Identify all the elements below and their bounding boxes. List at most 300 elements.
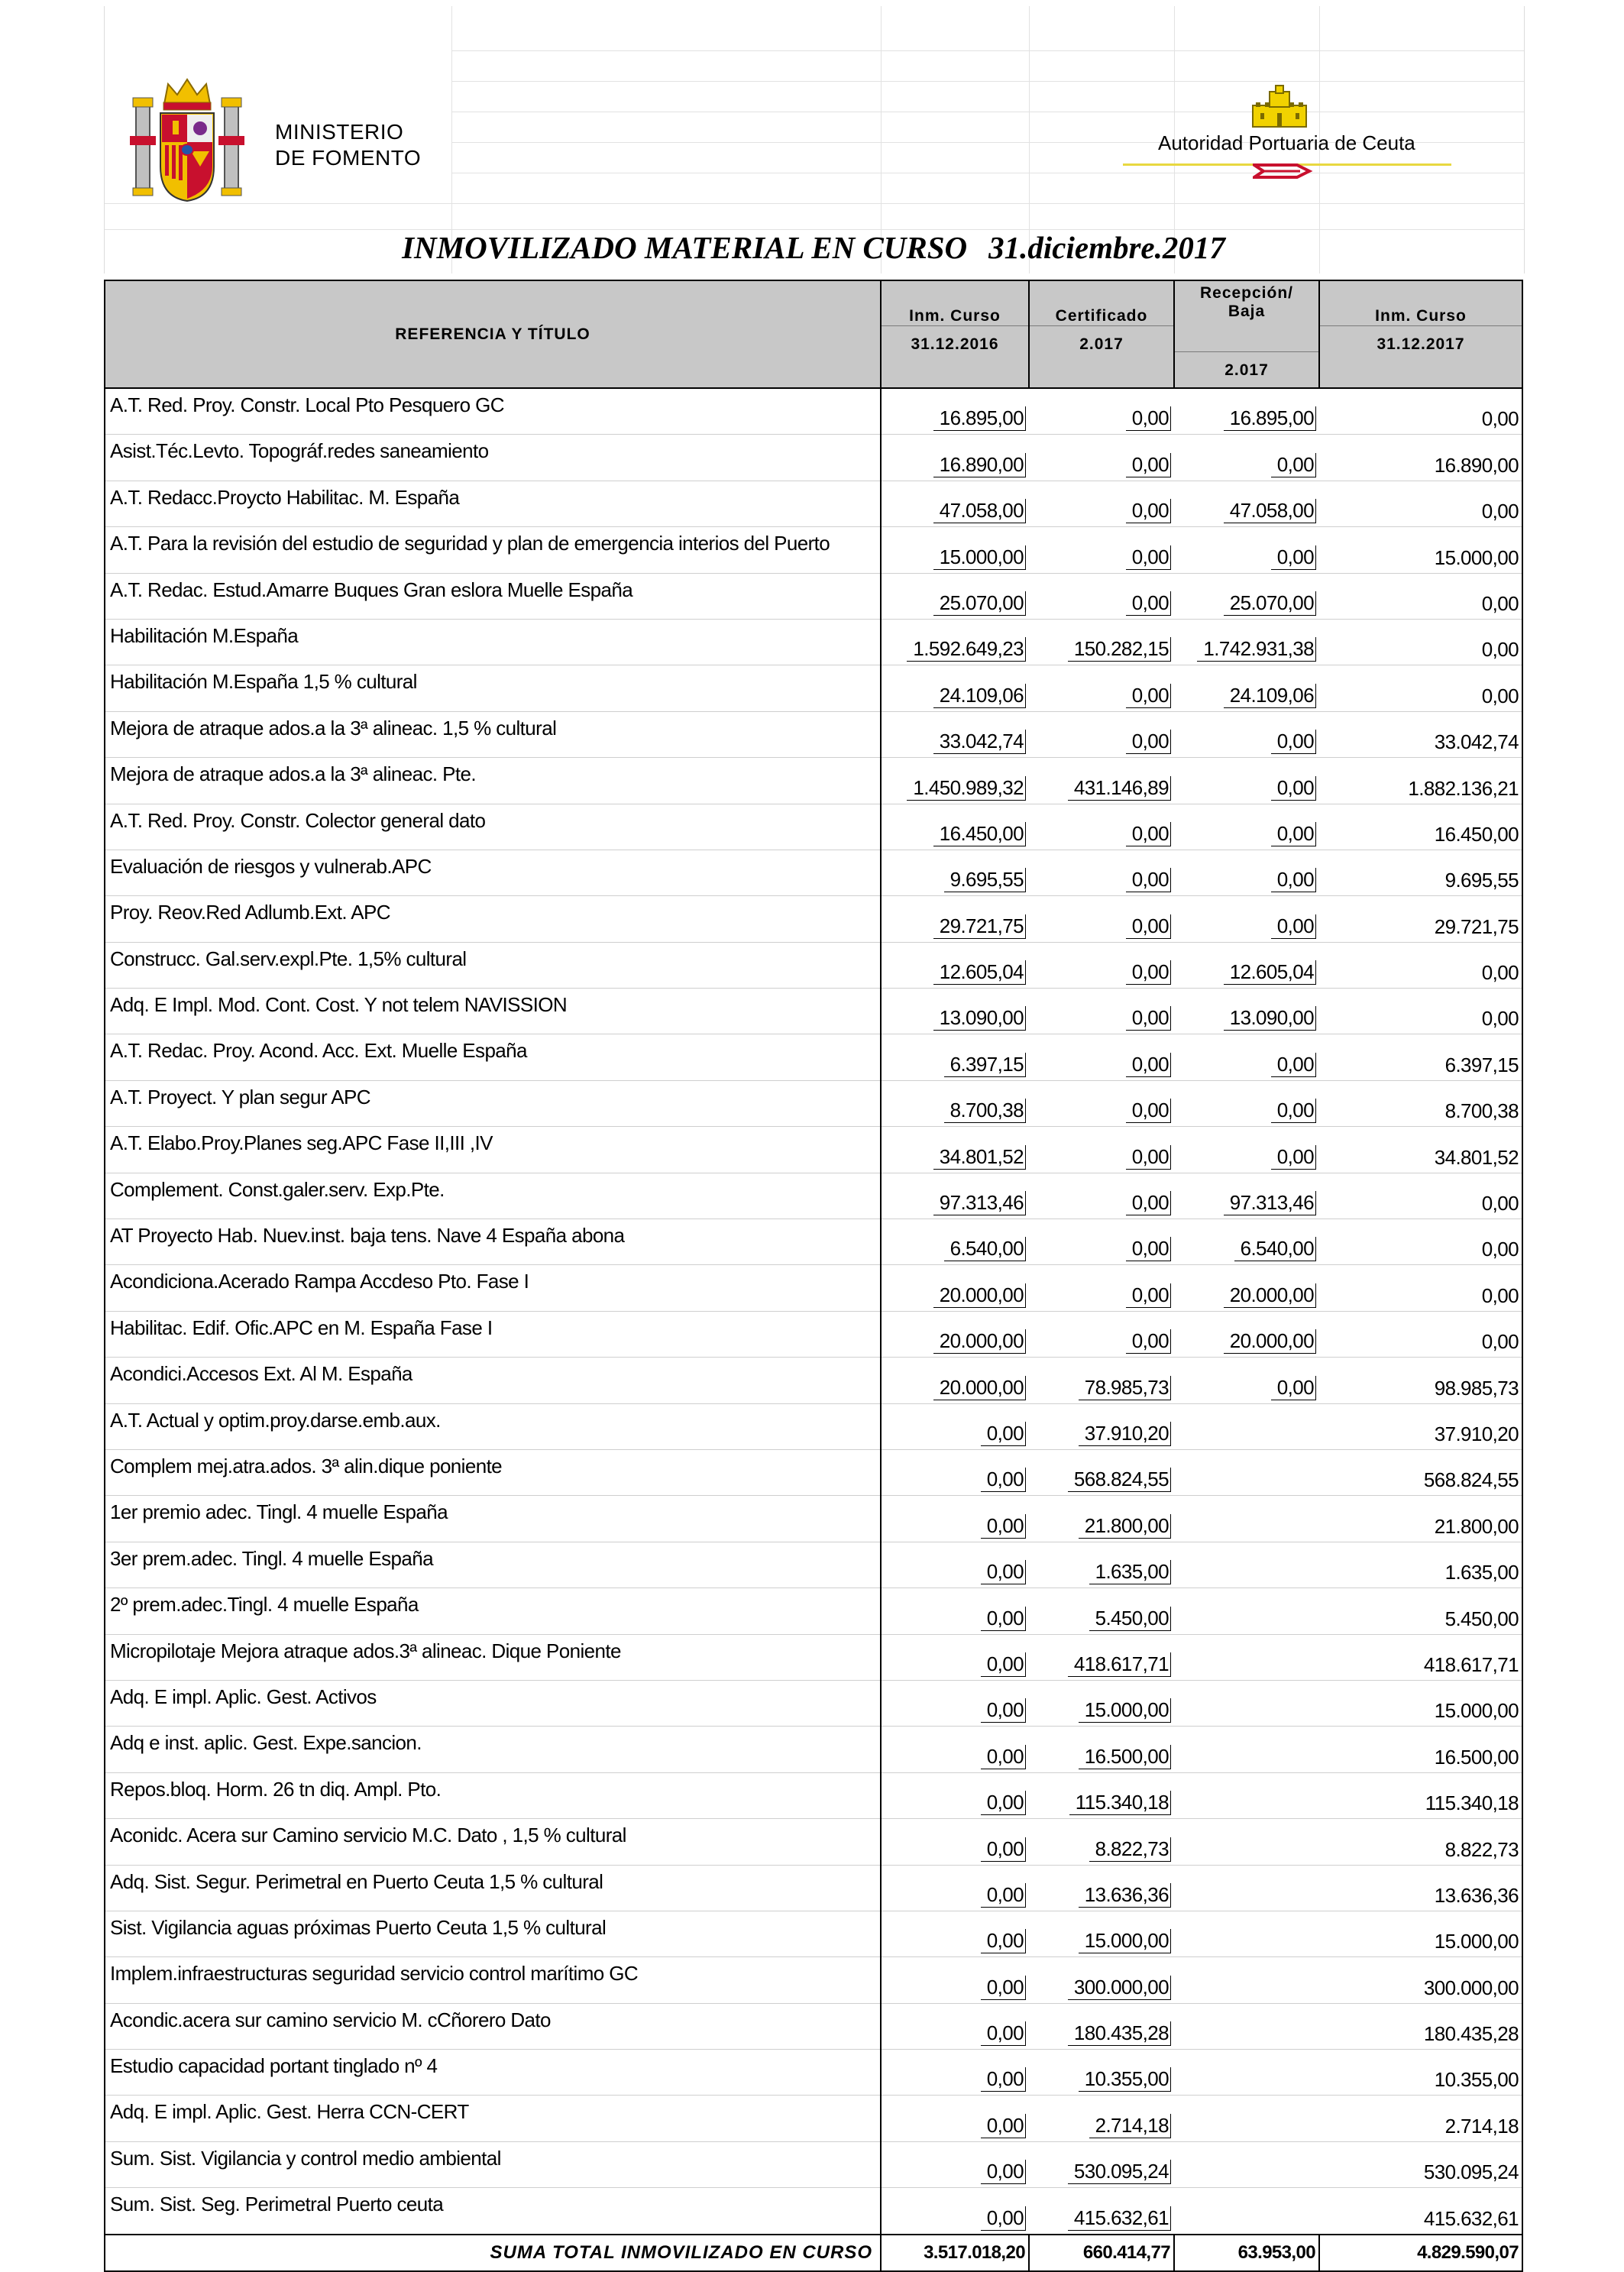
row-reference-value: Adq. Sist. Segur. Perimetral en Puerto Ceuta 1,5 % cultural [110,1869,603,1893]
table-row [105,1772,1522,1818]
row-reference [105,1311,881,1357]
table-row [105,758,1522,804]
row-reference [105,2003,881,2049]
row-certificado-2017 [1029,1865,1174,1911]
row-recepcion-baja-2017-value: 13.090,00 [1224,1006,1316,1031]
row-certificado-2017-value: 0,00 [1126,730,1171,754]
row-recepcion-baja-2017 [1174,1772,1319,1818]
row-certificado-2017-value: 300.000,00 [1068,1976,1171,2000]
row-inm-curso-2016-value: 0,00 [981,2160,1026,2184]
table-row [105,1496,1522,1542]
row-reference [105,1080,881,1126]
header-col2-top: Certificado [1055,307,1148,325]
row-reference [105,1358,881,1403]
row-reference [105,388,881,435]
row-recepcion-baja-2017-value: 0,00 [1271,453,1316,477]
row-reference-value: A.T. Para la revisión del estudio de seguridad y plan de emergencia interios del Puerto [110,532,830,555]
row-inm-curso-2016-value: 34.801,52 [933,1145,1026,1170]
row-inm-curso-2016-value: 13.090,00 [933,1006,1026,1031]
row-reference [105,1403,881,1449]
row-inm-curso-2017-value: 418.617,71 [1423,1652,1519,1676]
row-reference-value: 1er premio adec. Tingl. 4 muelle España [110,1500,448,1524]
row-inm-curso-2016 [881,1911,1029,1956]
row-inm-curso-2017-value: 2.714,18 [1444,2114,1519,2138]
row-certificado-2017 [1029,896,1174,942]
row-certificado-2017-value: 0,00 [1126,453,1171,477]
row-recepcion-baja-2017 [1174,1449,1319,1495]
row-certificado-2017 [1029,1542,1174,1587]
row-reference-value: 3er prem.adec. Tingl. 4 muelle España [110,1546,433,1570]
row-inm-curso-2017 [1319,2096,1522,2141]
row-inm-curso-2016-value: 16.890,00 [933,453,1026,477]
row-inm-curso-2017-value: 300.000,00 [1423,1976,1519,1999]
row-reference [105,435,881,481]
row-reference [105,942,881,988]
total-col2: 660.414,77 [1029,2235,1174,2271]
row-reference-value: Aconidc. Acera sur Camino servicio M.C. Dato , 1,5 % cultural [110,1824,626,1847]
row-inm-curso-2017 [1319,804,1522,850]
row-certificado-2017-value: 0,00 [1126,406,1171,431]
row-recepcion-baja-2017 [1174,1080,1319,1126]
row-inm-curso-2017 [1319,481,1522,526]
row-reference-value: A.T. Redac. Estud.Amarre Buques Gran eslora Muelle España [110,578,633,601]
row-reference-value: A.T. Redac. Proy. Acond. Acc. Ext. Muelle España [110,1039,527,1063]
row-recepcion-baja-2017 [1174,1173,1319,1219]
header-col4-top: Inm. Curso [1375,307,1467,325]
row-inm-curso-2016-value: 0,00 [981,2114,1026,2138]
row-recepcion-baja-2017 [1174,1727,1319,1772]
table-row [105,619,1522,665]
row-reference [105,1588,881,1634]
row-reference [105,1680,881,1726]
row-certificado-2017-value: 0,00 [1126,591,1171,616]
row-reference [105,804,881,850]
row-inm-curso-2017-value: 530.095,24 [1423,2160,1519,2184]
row-inm-curso-2017 [1319,1957,1522,2003]
title-date: 31.diciembre.2017 [988,230,1225,265]
row-recepcion-baja-2017-value: 0,00 [1271,822,1316,846]
row-inm-curso-2017 [1319,2003,1522,2049]
row-reference [105,1727,881,1772]
row-certificado-2017 [1029,989,1174,1034]
row-certificado-2017 [1029,619,1174,665]
row-certificado-2017 [1029,2096,1174,2141]
table-row [105,1173,1522,1219]
row-recepcion-baja-2017 [1174,1957,1319,2003]
row-certificado-2017-value: 78.985,73 [1079,1376,1171,1400]
row-reference [105,1865,881,1911]
row-inm-curso-2016 [881,2188,1029,2235]
row-reference-value: Adq e inst. aplic. Gest. Expe.sancion. [110,1731,422,1755]
table-row [105,1957,1522,2003]
row-recepcion-baja-2017 [1174,1634,1319,1680]
row-inm-curso-2017-value: 15.000,00 [1434,545,1519,569]
row-recepcion-baja-2017-value: 0,00 [1271,1053,1316,1077]
row-inm-curso-2017 [1319,1542,1522,1587]
row-inm-curso-2017 [1319,2188,1522,2235]
row-certificado-2017 [1029,1634,1174,1680]
row-reference-value: A.T. Elabo.Proy.Planes seg.APC Fase II,III ,IV [110,1131,493,1155]
row-reference-value: Habilitac. Edif. Ofic.APC en M. España Fase I [110,1316,493,1339]
row-inm-curso-2017 [1319,1727,1522,1772]
row-certificado-2017-value: 415.632,61 [1068,2206,1171,2231]
row-reference [105,896,881,942]
row-certificado-2017-value: 0,00 [1126,868,1171,892]
row-certificado-2017-value: 0,00 [1126,960,1171,985]
table-row [105,1403,1522,1449]
row-recepcion-baja-2017 [1174,2141,1319,2187]
row-inm-curso-2017 [1319,1496,1522,1542]
table-row [105,711,1522,757]
row-certificado-2017-value: 431.146,89 [1068,776,1171,801]
row-inm-curso-2017-value: 16.450,00 [1434,822,1519,846]
row-inm-curso-2016-value: 0,00 [981,1514,1026,1539]
row-certificado-2017 [1029,850,1174,895]
row-inm-curso-2016-value: 16.450,00 [933,822,1026,846]
row-inm-curso-2016-value: 0,00 [981,1468,1026,1492]
row-reference [105,2188,881,2235]
row-inm-curso-2017-value: 0,00 [1481,961,1519,985]
title-main: INMOVILIZADO MATERIAL EN CURSO [402,230,968,265]
row-inm-curso-2017 [1319,1772,1522,1818]
table-row [105,1865,1522,1911]
row-inm-curso-2016-value: 20.000,00 [933,1376,1026,1400]
header-col2 [1029,280,1174,388]
header-referencia: REFERENCIA Y TÍTULO [105,280,881,388]
row-inm-curso-2016-value: 0,00 [981,1560,1026,1584]
row-reference [105,1219,881,1265]
row-inm-curso-2017 [1319,1358,1522,1403]
table-row [105,2003,1522,2049]
row-reference [105,989,881,1034]
row-reference [105,1957,881,2003]
row-reference [105,850,881,895]
row-certificado-2017-value: 0,00 [1126,684,1171,708]
row-certificado-2017 [1029,1819,1174,1865]
row-inm-curso-2017-value: 8.700,38 [1444,1099,1519,1123]
row-inm-curso-2017-value: 33.042,74 [1434,730,1519,754]
row-inm-curso-2017 [1319,1311,1522,1357]
table-row [105,1680,1522,1726]
table-row [105,665,1522,711]
row-inm-curso-2016-value: 0,00 [981,1745,1026,1769]
header-col1-top: Inm. Curso [909,307,1001,325]
table-row [105,527,1522,573]
row-certificado-2017 [1029,481,1174,526]
row-inm-curso-2016 [881,1680,1029,1726]
row-inm-curso-2016-value: 47.058,00 [933,499,1026,523]
row-recepcion-baja-2017 [1174,619,1319,665]
row-inm-curso-2016-value: 9.695,55 [944,868,1026,892]
row-inm-curso-2016 [881,1542,1029,1587]
row-recepcion-baja-2017 [1174,2050,1319,2096]
row-inm-curso-2016-value: 0,00 [981,1976,1026,2000]
row-recepcion-baja-2017-value: 20.000,00 [1224,1283,1316,1308]
row-recepcion-baja-2017 [1174,435,1319,481]
row-inm-curso-2017-value: 0,00 [1481,500,1519,523]
row-inm-curso-2017-value: 0,00 [1481,1192,1519,1215]
row-inm-curso-2017-value: 15.000,00 [1434,1930,1519,1953]
row-inm-curso-2017 [1319,1034,1522,1080]
table-body [105,388,1522,2235]
table-row [105,1358,1522,1403]
row-inm-curso-2017 [1319,1080,1522,1126]
row-inm-curso-2017-value: 16.890,00 [1434,453,1519,477]
row-inm-curso-2016 [881,573,1029,619]
row-inm-curso-2016 [881,2141,1029,2187]
row-reference [105,1127,881,1173]
table-row [105,1311,1522,1357]
row-inm-curso-2016-value: 97.313,46 [933,1191,1026,1215]
row-reference [105,1819,881,1865]
row-reference [105,665,881,711]
row-recepcion-baja-2017 [1174,1496,1319,1542]
row-inm-curso-2016-value: 25.070,00 [933,591,1026,616]
row-certificado-2017-value: 0,00 [1126,1145,1171,1170]
total-col4: 4.829.590,07 [1319,2235,1522,2271]
table-row [105,1819,1522,1865]
row-certificado-2017 [1029,1680,1174,1726]
table-row [105,573,1522,619]
row-recepcion-baja-2017-value: 0,00 [1271,545,1316,570]
table-row [105,2188,1522,2235]
row-certificado-2017 [1029,1219,1174,1265]
row-inm-curso-2017-value: 29.721,75 [1434,914,1519,938]
row-recepcion-baja-2017 [1174,1680,1319,1726]
row-recepcion-baja-2017 [1174,896,1319,942]
row-inm-curso-2016 [881,1127,1029,1173]
row-inm-curso-2016-value: 20.000,00 [933,1283,1026,1308]
row-inm-curso-2017-value: 0,00 [1481,684,1519,707]
row-inm-curso-2017 [1319,711,1522,757]
port-authority-header [1123,84,1451,191]
table-row [105,1034,1522,1080]
header-col3-top: Recepción/ Baja [1199,284,1294,320]
row-certificado-2017 [1029,1127,1174,1173]
row-inm-curso-2016 [881,1588,1029,1634]
row-inm-curso-2016 [881,2096,1029,2141]
row-certificado-2017-value: 15.000,00 [1079,1698,1171,1723]
row-recepcion-baja-2017 [1174,665,1319,711]
table-row [105,1588,1522,1634]
row-certificado-2017-value: 8.822,73 [1089,1837,1171,1862]
row-certificado-2017-value: 2.714,18 [1089,2114,1171,2138]
row-inm-curso-2017 [1319,1819,1522,1865]
row-reference-value: Adq. E impl. Aplic. Gest. Activos [110,1685,377,1708]
header-col1 [881,280,1029,388]
row-recepcion-baja-2017 [1174,1819,1319,1865]
row-reference-value: Micropilotaje Mejora atraque ados.3ª alineac. Dique Poniente [110,1639,621,1662]
row-inm-curso-2016 [881,1311,1029,1357]
row-reference-value: 2º prem.adec.Tingl. 4 muelle España [110,1593,419,1617]
row-certificado-2017-value: 418.617,71 [1068,1652,1171,1677]
row-certificado-2017 [1029,804,1174,850]
row-inm-curso-2017-value: 415.632,61 [1423,2206,1519,2230]
row-recepcion-baja-2017 [1174,1911,1319,1956]
row-inm-curso-2016-value: 15.000,00 [933,545,1026,570]
table-row [105,942,1522,988]
row-certificado-2017 [1029,1911,1174,1956]
row-certificado-2017-value: 5.450,00 [1089,1607,1171,1631]
row-certificado-2017 [1029,1034,1174,1080]
row-recepcion-baja-2017-value: 1.742.931,38 [1197,637,1316,662]
row-inm-curso-2017 [1319,388,1522,435]
row-inm-curso-2016-value: 0,00 [981,1607,1026,1631]
row-inm-curso-2016 [881,665,1029,711]
row-certificado-2017-value: 10.355,00 [1079,2067,1171,2092]
row-certificado-2017-value: 150.282,15 [1068,637,1171,662]
row-inm-curso-2016 [881,2050,1029,2096]
row-reference-value: Complem mej.atra.ados. 3ª alin.dique poniente [110,1454,503,1477]
row-inm-curso-2017-value: 1.882.136,21 [1408,776,1519,800]
table-row [105,2050,1522,2096]
row-inm-curso-2016-value: 1.450.989,32 [907,776,1026,801]
row-inm-curso-2017 [1319,527,1522,573]
table-row [105,1634,1522,1680]
row-certificado-2017 [1029,665,1174,711]
row-certificado-2017 [1029,527,1174,573]
total-col3: 63.953,00 [1174,2235,1319,2271]
row-reference [105,1542,881,1587]
ministry-header [130,67,451,212]
total-row [105,2235,1522,2271]
row-inm-curso-2016 [881,1219,1029,1265]
row-reference-value: Complement. Const.galer.serv. Exp.Pte. [110,1177,445,1201]
row-inm-curso-2017 [1319,665,1522,711]
row-inm-curso-2016-value: 6.397,15 [944,1053,1026,1077]
row-certificado-2017-value: 16.500,00 [1079,1745,1171,1769]
row-certificado-2017 [1029,758,1174,804]
row-inm-curso-2017 [1319,2141,1522,2187]
row-certificado-2017-value: 1.635,00 [1089,1560,1171,1584]
row-certificado-2017-value: 0,00 [1126,1329,1171,1354]
row-certificado-2017 [1029,2003,1174,2049]
row-certificado-2017-value: 530.095,24 [1068,2160,1171,2184]
table-row [105,1727,1522,1772]
table-row [105,850,1522,895]
row-inm-curso-2016-value: 0,00 [981,1698,1026,1723]
row-certificado-2017-value: 13.636,36 [1079,1883,1171,1908]
row-inm-curso-2016-value: 0,00 [981,1791,1026,1815]
total-col1: 3.517.018,20 [881,2235,1029,2271]
row-reference [105,619,881,665]
row-recepcion-baja-2017 [1174,2096,1319,2141]
row-inm-curso-2016 [881,711,1029,757]
header-col4 [1319,280,1522,388]
row-certificado-2017-value: 0,00 [1126,1099,1171,1123]
row-inm-curso-2017 [1319,1127,1522,1173]
row-inm-curso-2016 [881,1449,1029,1495]
table-row [105,804,1522,850]
row-certificado-2017-value: 21.800,00 [1079,1514,1171,1539]
row-inm-curso-2017-value: 10.355,00 [1434,2068,1519,2092]
row-inm-curso-2017 [1319,435,1522,481]
row-reference [105,1634,881,1680]
row-certificado-2017-value: 0,00 [1126,499,1171,523]
row-reference [105,1449,881,1495]
row-reference [105,1496,881,1542]
row-inm-curso-2016 [881,804,1029,850]
row-recepcion-baja-2017 [1174,850,1319,895]
row-inm-curso-2016-value: 24.109,06 [933,684,1026,708]
table-row [105,1219,1522,1265]
row-inm-curso-2016-value: 0,00 [981,2206,1026,2231]
row-recepcion-baja-2017-value: 0,00 [1271,914,1316,939]
row-recepcion-baja-2017 [1174,1403,1319,1449]
row-certificado-2017 [1029,942,1174,988]
row-inm-curso-2017 [1319,758,1522,804]
row-recepcion-baja-2017 [1174,573,1319,619]
row-recepcion-baja-2017 [1174,2188,1319,2235]
row-inm-curso-2016-value: 20.000,00 [933,1329,1026,1354]
row-reference-value: Habilitación M.España [110,623,299,647]
row-reference-value: A.T. Redacc.Proycto Habilitac. M. España [110,485,460,509]
row-certificado-2017 [1029,1957,1174,2003]
row-recepcion-baja-2017 [1174,1542,1319,1587]
row-certificado-2017-value: 0,00 [1126,545,1171,570]
row-certificado-2017-value: 0,00 [1126,1283,1171,1308]
row-inm-curso-2016-value: 16.895,00 [933,406,1026,431]
row-certificado-2017-value: 0,00 [1126,914,1171,939]
ministry-name-line2: DE FOMENTO [275,146,422,170]
row-inm-curso-2017 [1319,1634,1522,1680]
row-certificado-2017-value: 568.824,55 [1068,1468,1171,1492]
table-row [105,1911,1522,1956]
row-recepcion-baja-2017 [1174,758,1319,804]
row-inm-curso-2017 [1319,573,1522,619]
row-inm-curso-2017 [1319,619,1522,665]
table-row [105,1449,1522,1495]
row-inm-curso-2016 [881,758,1029,804]
row-certificado-2017 [1029,711,1174,757]
row-inm-curso-2017 [1319,989,1522,1034]
row-inm-curso-2017-value: 37.910,20 [1434,1422,1519,1445]
header-col2-sub: 2.017 [1030,325,1173,361]
row-inm-curso-2017 [1319,1865,1522,1911]
row-inm-curso-2016 [881,1772,1029,1818]
row-reference-value: Habilitación M.España 1,5 % cultural [110,670,417,694]
row-reference-value: A.T. Actual y optim.proy.darse.emb.aux. [110,1408,441,1432]
row-reference-value: Adq. E impl. Aplic. Gest. Herra CCN-CERT [110,2100,469,2124]
row-inm-curso-2017-value: 0,00 [1481,407,1519,431]
row-inm-curso-2017-value: 98.985,73 [1434,1376,1519,1400]
row-inm-curso-2017 [1319,850,1522,895]
row-recepcion-baja-2017-value: 0,00 [1271,1376,1316,1400]
row-inm-curso-2016 [881,2003,1029,2049]
row-recepcion-baja-2017 [1174,1265,1319,1311]
row-recepcion-baja-2017-value: 24.109,06 [1224,684,1316,708]
row-inm-curso-2017 [1319,1173,1522,1219]
row-inm-curso-2017-value: 16.500,00 [1434,1745,1519,1769]
header-col4-sub: 31.12.2017 [1320,325,1522,361]
row-certificado-2017-value: 115.340,18 [1069,1791,1171,1815]
row-inm-curso-2016-value: 6.540,00 [944,1237,1026,1261]
row-inm-curso-2016-value: 29.721,75 [933,914,1026,939]
row-inm-curso-2016 [881,1865,1029,1911]
row-recepcion-baja-2017 [1174,1219,1319,1265]
row-reference-value: Acondici.Accesos Ext. Al M. España [110,1362,412,1386]
row-reference [105,758,881,804]
port-authority-name: Autoridad Portuaria de Ceuta [1158,131,1415,154]
row-recepcion-baja-2017 [1174,1865,1319,1911]
row-recepcion-baja-2017 [1174,989,1319,1034]
row-inm-curso-2017 [1319,1911,1522,1956]
row-recepcion-baja-2017 [1174,527,1319,573]
row-inm-curso-2017-value: 0,00 [1481,591,1519,615]
row-certificado-2017 [1029,2050,1174,2096]
row-inm-curso-2016 [881,1265,1029,1311]
row-inm-curso-2017-value: 180.435,28 [1423,2022,1519,2046]
